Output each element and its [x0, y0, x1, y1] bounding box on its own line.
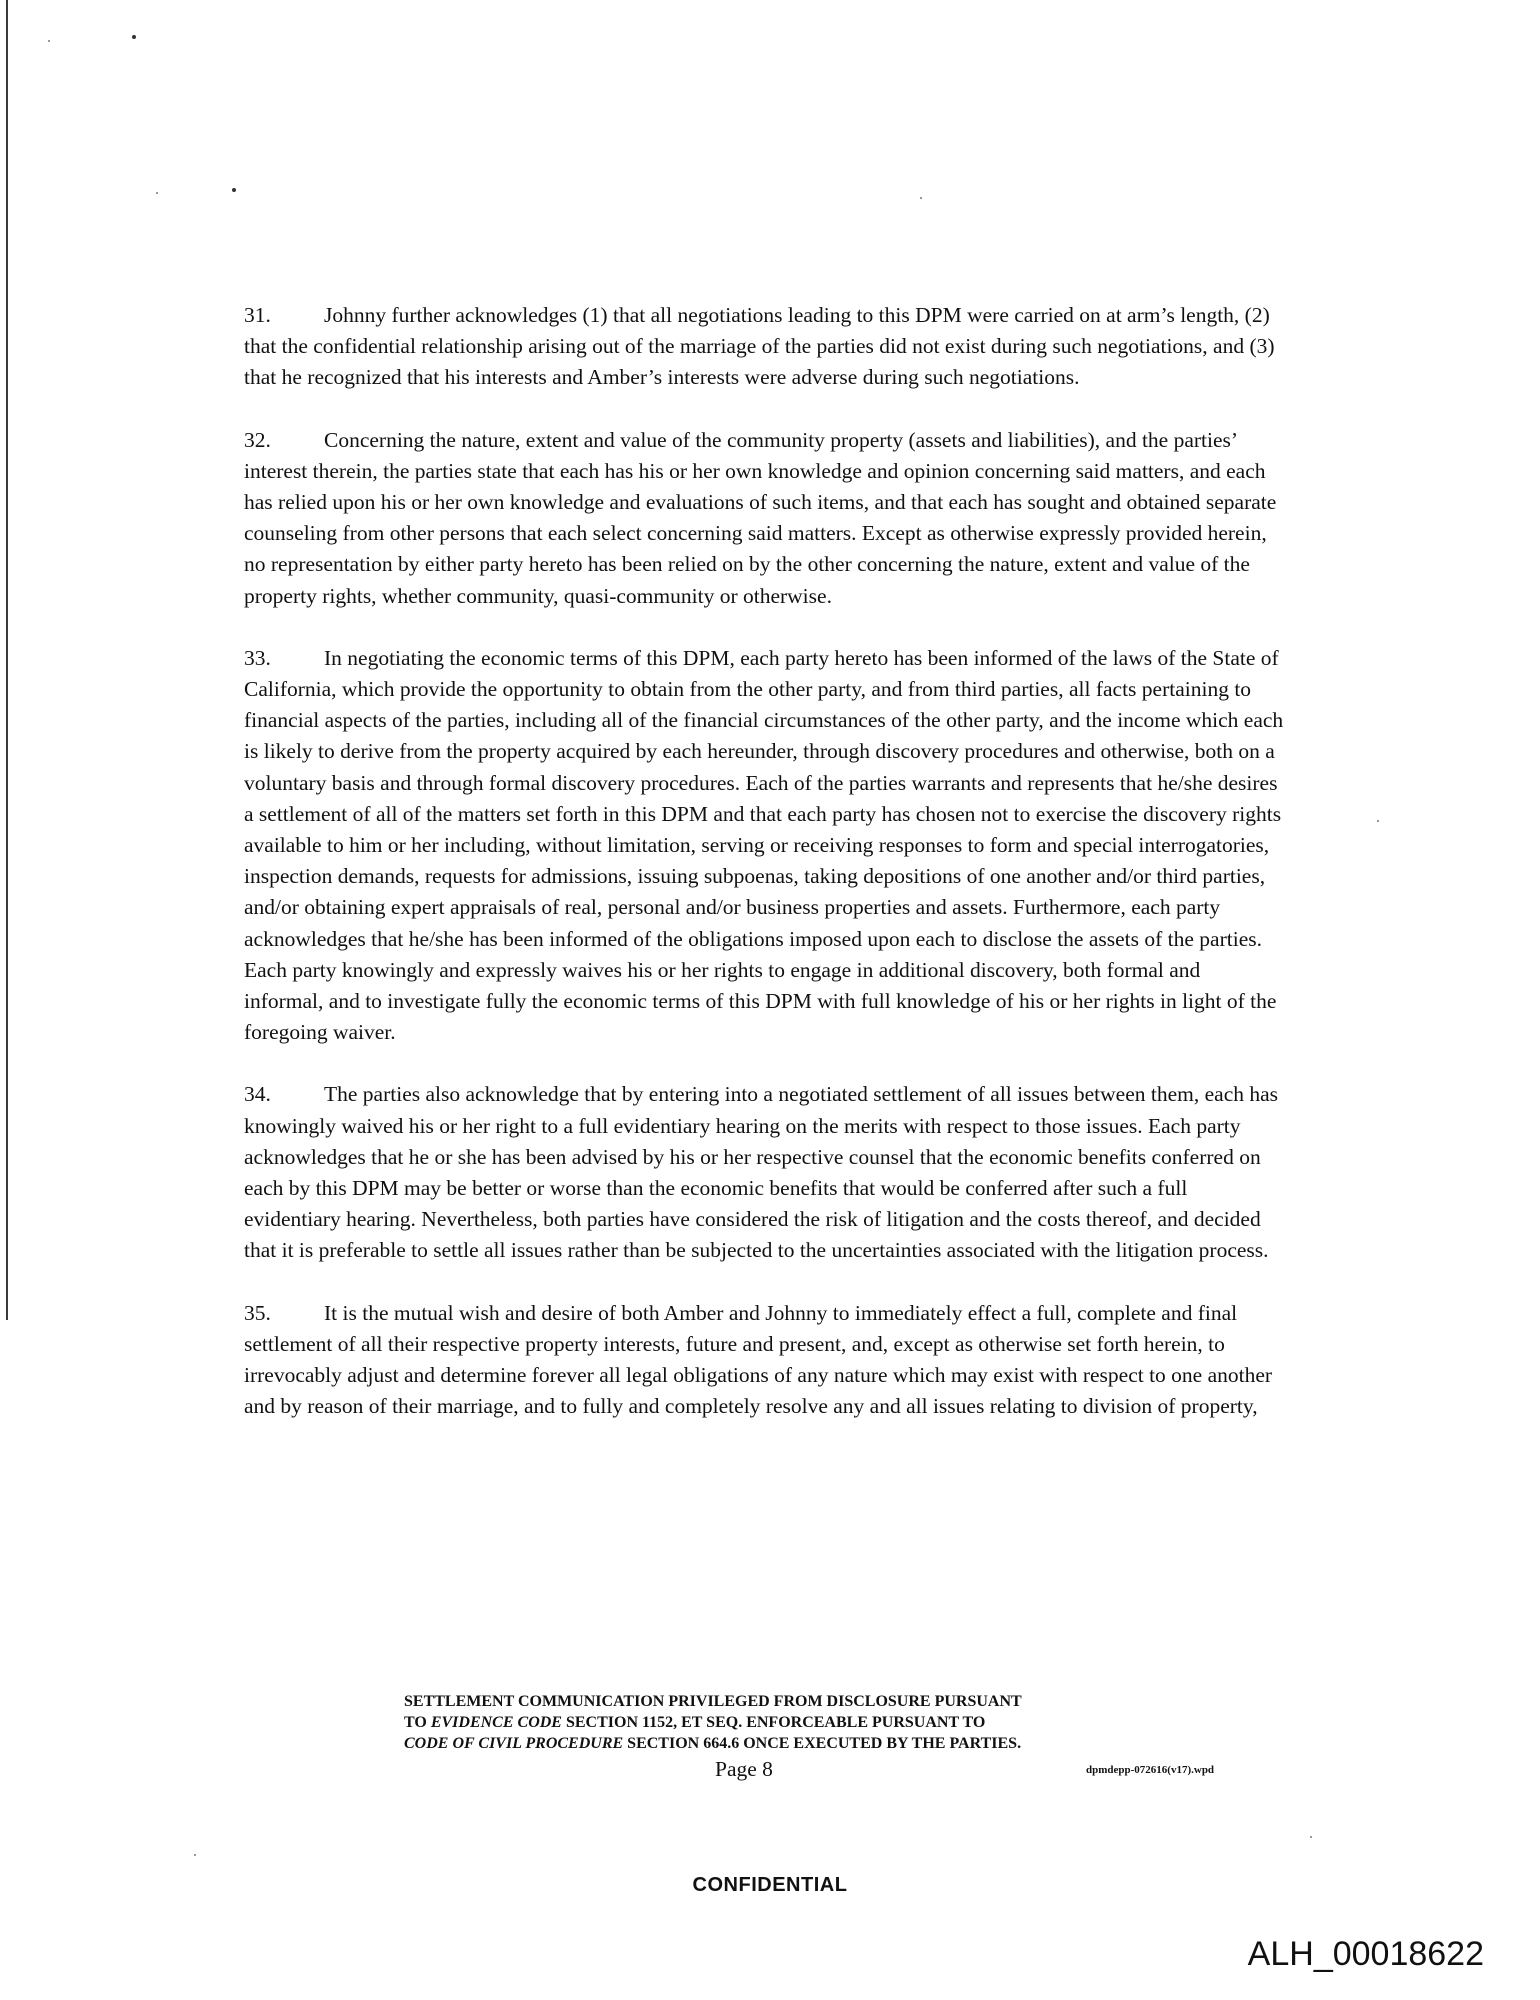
scan-edge-line: [6, 0, 8, 1320]
scan-speck: [48, 40, 50, 42]
scan-speck: [194, 1854, 196, 1856]
paragraph-text: The parties also acknowledge that by entering into a negotiated settlement of all issues between them, each has knowingly waived his or her right to a full evidentiary hearing on the merits with respect to those issues. Each party acknowledges that he or she has been advised by his or her respective counsel that the economic benefits conferred on each by this DPM may be better or worse than the economic benefits that would be conferred after such a full evidentiary hearing. Nevertheless, both parties have considered the risk of litigation and the costs thereof, and decided that it is preferable to settle all issues rather than be subjected to the uncertainties associated with the litigation process.: [244, 1082, 1279, 1263]
scan-speck: [156, 192, 158, 194]
notice-italic-text: EVIDENCE CODE: [430, 1714, 562, 1731]
paragraph-number: 34.: [244, 1082, 271, 1107]
confidential-label: CONFIDENTIAL: [692, 1874, 848, 1896]
paragraph-35: [244, 1298, 1284, 1423]
scan-speck: [920, 197, 922, 199]
paragraph-text: In negotiating the economic terms of this DPM, each party hereto has been informed of the laws of the State of California, which provide the opportunity to obtain from the other party, and from third parties, all facts pertaining to financial aspects of the parties, including all of the financial circumstances of the other party, and the income which each is likely to derive from the property acquired by each hereunder, through discovery procedures and otherwise, both on a voluntary basis and through formal discovery procedures. Each of the parties warrants and represents that he/she desires a settlement of all of the matters set forth in this DPM and that each party has chosen not to exercise the discovery rights available to him or her including, without limitation, serving or receiving responses to form and special interrogatories, inspection demands, requests for admissions, issuing subpoenas, taking depositions of one another and/or third parties, and/or obtaining expert appraisals of real, personal and/or business properties and assets. Furthermore, each party acknowledges that he/she has been informed of the obligations imposed upon each to disclose the assets of the parties. Each party knowingly and expressly waives his or her rights to engage in additional discovery, both formal and informal, and to investigate fully the economic terms of this DPM with full knowledge of his or her rights in light of the foregoing waiver.: [244, 645, 1284, 1045]
document-body: [244, 300, 1284, 1454]
paragraph-number: 32.: [244, 427, 271, 452]
paragraph-number: 33.: [244, 645, 271, 670]
notice-text: TO: [404, 1714, 431, 1731]
page-number: Page 8: [715, 1757, 773, 1781]
paragraph-31: [244, 300, 1284, 394]
paragraph-33: [244, 643, 1284, 1049]
paragraph-text: It is the mutual wish and desire of both Amber and Johnny to immediately effect a full, complete and final settlement of all their respective property interests, future and present, and, except as otherwise set forth herein, to irrevocably adjust and determine forever all legal obligations of any nature which may exist with respect to one another and by reason of their marriage, and to fully and completely resolve any and all issues relating to division of property,: [244, 1300, 1273, 1419]
notice-line-3: [404, 1733, 1204, 1754]
scan-speck: [1377, 820, 1379, 822]
notice-text: SECTION 1152, ET SEQ. ENFORCEABLE PURSUANT TO: [561, 1714, 986, 1731]
settlement-privilege-notice: [404, 1691, 1204, 1754]
scan-speck: [232, 188, 236, 192]
scan-speck: [1310, 1836, 1312, 1838]
paragraph-number: 31.: [244, 303, 271, 327]
paragraph-text: Johnny further acknowledges (1) that all negotiations leading to this DPM were carried on at arm’s length, (2) that the confidential relationship arising out of the marriage of the parties did not exist during such negotiations, and (3) that he recognized that his interests and Amber’s interests were adverse during such negotiations.: [244, 303, 1275, 390]
bates-number: ALH_00018622: [1247, 1935, 1484, 1973]
notice-italic-text: CODE OF CIVIL PROCEDURE: [404, 1735, 624, 1752]
notice-text: SECTION 664.6 ONCE EXECUTED BY THE PARTIES.: [623, 1735, 1022, 1752]
notice-line-2: [404, 1712, 1204, 1733]
paragraph-number: 35.: [244, 1300, 271, 1325]
document-reference: dpmdepp-072616(v17).wpd: [1086, 1764, 1215, 1776]
paragraph-text: Concerning the nature, extent and value of the community property (assets and liabilities), and the parties’ interest therein, the parties state that each has his or her own knowledge and opinion concerning said matters, and each has relied upon his or her own knowledge and evaluations of such items, and that each has sought and obtained separate counseling from other persons that each select concerning said matters. Except as otherwise expressly provided herein, no representation by either party hereto has been relied on by the other concerning the nature, extent and value of the property rights, whether community, quasi-community or otherwise.: [244, 427, 1277, 608]
paragraph-34: [244, 1079, 1284, 1266]
notice-line-1: SETTLEMENT COMMUNICATION PRIVILEGED FROM DISCLOSURE PURSUANT: [404, 1693, 1022, 1710]
paragraph-32: [244, 425, 1284, 612]
scan-speck: [132, 35, 136, 39]
